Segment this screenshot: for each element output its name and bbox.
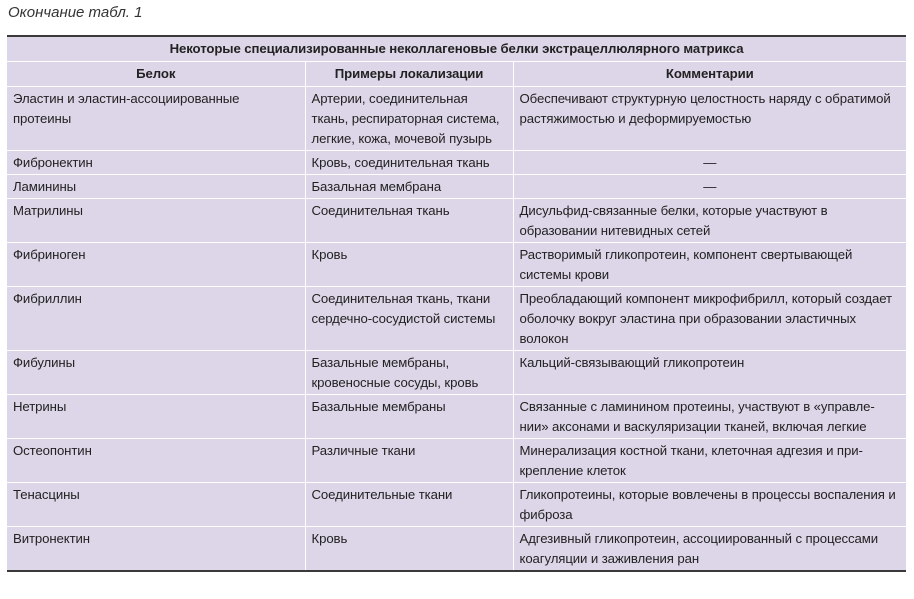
table-row [7,287,906,351]
protein-cell: Эластин и эластин-ассоциированные протеины [7,87,305,151]
location-cell: Кровь, соединительная ткань [305,151,513,175]
protein-cell: Остеопонтин [7,439,305,483]
location-cell: Кровь [305,243,513,287]
table-row [7,395,906,439]
table-row [7,439,906,483]
location-cell: Различные ткани [305,439,513,483]
comment-cell: Адгезивный гликопротеин, ассоциированный с процессами коагуляции и заживления ран [513,527,906,571]
protein-cell: Витронектин [13,531,90,546]
column-header-location: Примеры локализации [305,62,513,87]
comment-cell: Минерализация костной ткани, клеточная адгезия и при-крепление клеток [513,439,906,483]
comment-cell: — [513,175,906,199]
comment-cell: Гликопротеины, которые вовлечены в процессы воспаления и фиброза [513,483,906,527]
comment-cell: Преобладающий компонент микрофибрилл, который создает оболочку вокруг эластина при образовании эластичных волокон [513,287,906,351]
protein-cell: Фибриллин [7,287,305,351]
protein-cell: Фибронектин [7,151,305,175]
location-cell: Артерии, соединительная ткань, респираторная система, легкие, кожа, мочевой пузырь [305,87,513,151]
table-row [7,527,906,571]
table-row [7,87,906,151]
table-row [7,351,906,395]
table-title-row [7,37,906,62]
protein-cell: Тенасцины [7,483,305,527]
location-cell: Кровь [305,527,513,571]
table-caption: Окончание табл. 1 [8,4,143,21]
table-grid [7,37,906,570]
comment-cell: Растворимый гликопротеин, компонент свертывающей системы крови [513,243,906,287]
protein-table [7,35,906,572]
comment-cell: — [513,151,906,175]
table-row [7,175,906,199]
protein-cell: Фибулины [7,351,305,395]
comment-cell: Дисульфид-связанные белки, которые участвуют в образовании нитевидных сетей [513,199,906,243]
table-row [7,243,906,287]
location-cell: Соединительная ткань, ткани сердечно-сосудистой системы [305,287,513,351]
protein-cell: Матрилины [7,199,305,243]
comment-cell: Связанные с ламинином протеины, участвуют в «управле-нии» аксонами и васкуляризации тканей, включая легкие [513,395,906,439]
comment-cell: Обеспечивают структурную целостность наряду с обратимой растяжимостью и деформируемостью [513,87,906,151]
protein-cell: Нетрины [7,395,305,439]
location-cell: Базальные мембраны [305,395,513,439]
table-row [7,199,906,243]
column-header-comment: Комментарии [513,62,906,87]
location-cell: Базальные мембраны, кровеносные сосуды, кровь [305,351,513,395]
column-header-row [7,62,906,87]
table-title: Некоторые специализированные неколлагеновые белки экстрацеллюлярного матрикса [7,37,906,62]
protein-cell: Ламинины [7,175,305,199]
location-cell: Базальная мембрана [305,175,513,199]
table-row [7,483,906,527]
table-row [7,151,906,175]
protein-cell: Фибриноген [7,243,305,287]
location-cell: Соединительные ткани [305,483,513,527]
column-header-protein: Белок [7,62,305,87]
comment-cell: Кальций-связывающий гликопротеин [513,351,906,395]
location-cell: Соединительная ткань [305,199,513,243]
